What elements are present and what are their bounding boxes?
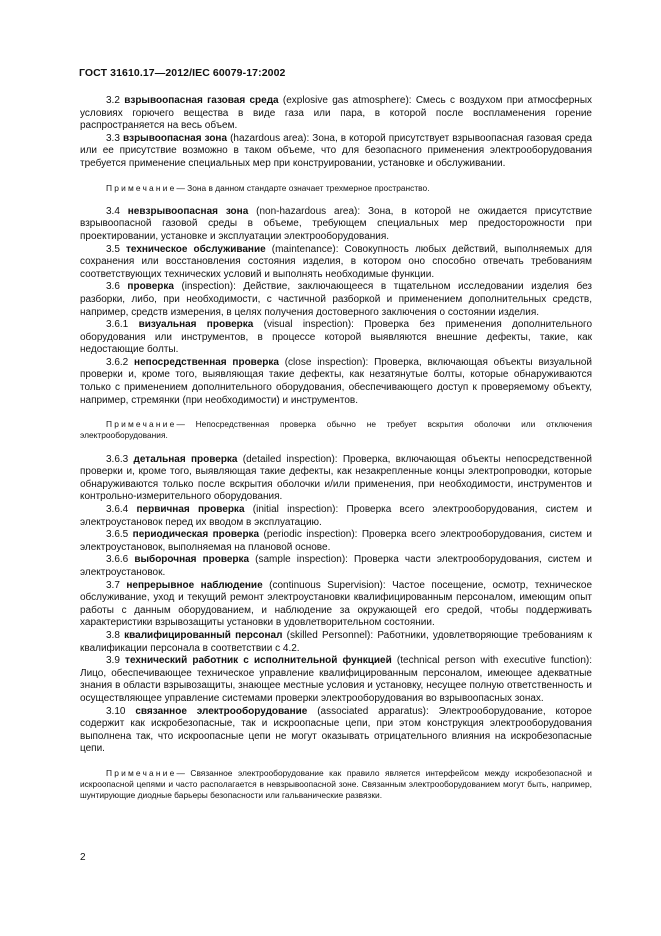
standard-header: ГОСТ 31610.17—2012/IEC 60079-17:2002 [79, 67, 286, 79]
definition-p37 [80, 580, 592, 630]
term-definition: (close inspection): Проверка, включающая объекты визуальной проверки и, кроме того, выявляющая такие дефекты, как незатянутые болты, которые обнаруживаются только с применением дополнительного оборудования, обеспечивающего доступ к проверяемому объекту, например, стремянки (при необходимости) и инструментов. [80, 356, 593, 406]
clause-number: 3.6.5 [106, 529, 129, 541]
definition-p361 [80, 319, 592, 357]
definition-p32 [80, 95, 592, 133]
term-name: техническое обслуживание [126, 243, 266, 255]
term-name: периодическая проверка [132, 529, 260, 541]
clause-number: 3.6.1 [106, 319, 129, 331]
term-name: выборочная проверка [134, 554, 250, 566]
clause-number: 3.6.2 [106, 356, 129, 368]
clause-number: 3.10 [106, 705, 126, 717]
clause-number: 3.6.4 [106, 504, 129, 516]
term-definition: (explosive gas atmosphere): Смесь с воздухом при атмосферных условиях горючего вещества в виде газа или пара, в которой после воспламенения горение распространяется на весь объем. [80, 95, 593, 132]
note-text: — Зона в данном стандарте означает трехмерное пространство. [176, 182, 430, 193]
definition-p33 [80, 133, 592, 171]
page-number: 2 [80, 852, 86, 863]
clause-number: 3.5 [106, 243, 120, 255]
definition-p310 [80, 706, 592, 756]
definition-p39 [80, 655, 592, 705]
term-name: первичная проверка [136, 504, 245, 516]
clause-number: 3.9 [106, 655, 120, 667]
term-name: технический работник с исполнительной функцией [125, 655, 392, 667]
definition-p35 [80, 244, 592, 282]
term-definition: (visual inspection): Проверка без применения дополнительного оборудования или инструментов, в процессе которой выявляются внешние дефекты, такие, как недостающие болты. [80, 319, 593, 356]
note-text: — Связанное электрооборудование как правило является интерфейсом между искробезопасной и искроопасной цепями и часто располагается в невзрывоопасной зоне. Связанным электрооборудованием могут быть, например, шунтирующие диодные барьеры безопасности или гальванические развязки. [80, 767, 592, 801]
note-note2 [80, 419, 592, 441]
note-text: — Непосредственная проверка обычно не требует вскрытия оболочки или отключения электрооборудования. [80, 419, 592, 441]
term-definition: (detailed inspection): Проверка, включающая объекты непосредственной проверки и, кроме того, выявляющая такие дефекты, как незакрепленные концы электропроводки, которые обнаруживаются только после вскрытия оболочки и/или применения, при необходимости, инструментов и контрольно-измерительного оборудования. [80, 453, 592, 503]
term-name: непрерывное наблюдение [126, 579, 263, 591]
note-label: Примечание [106, 182, 177, 193]
term-definition: (inspection): Действие, заключающееся в тщательном исследовании изделия без разборки, либо, при необходимости, с частичной разборкой и применением дополнительных средств, например, средств измерения, в целях получения достоверного заключения о состоянии изделия. [80, 281, 593, 318]
clause-number: 3.2 [106, 95, 120, 106]
term-name: связанное электрооборудование [135, 705, 308, 717]
terms-definitions-body [80, 95, 592, 814]
clause-number: 3.4 [106, 205, 120, 217]
clause-number: 3.3 [106, 132, 120, 144]
note-label: Примечание [106, 419, 177, 430]
term-name: взрывоопасная зона [122, 132, 228, 144]
definition-p363 [80, 454, 592, 504]
definition-p362 [80, 357, 592, 407]
term-definition: (maintenance): Совокупность любых действий, выполняемых для сохранения или восстановления состояния изделия, в котором оно способно отвечать требованиям соответствующих технических условий и выполнять необходимые функции. [80, 243, 592, 280]
definition-p365 [80, 529, 592, 554]
definition-p34 [80, 206, 592, 244]
note-note3 [80, 768, 592, 802]
clause-number: 3.6 [106, 281, 120, 293]
clause-number: 3.8 [106, 629, 120, 641]
definition-p38 [80, 630, 592, 655]
term-name: квалифицированный персонал [124, 629, 283, 641]
term-name: невзрывоопасная зона [127, 205, 249, 217]
term-definition: (technical person with executive function): Лицо, обеспечивающее техническое управление квалифицированным персоналом, имеющее адекватные знания в области взрывозащиты, знающее местные условия и установку, несущее полную ответственность и осуществляющее управление системами проверки электрооборудования во взрывоопасных зонах. [80, 655, 592, 704]
definition-p364 [80, 504, 592, 529]
term-definition: (initial inspection): Проверка всего электрооборудования, систем и электроустановок перед их вводом в эксплуатацию. [80, 504, 593, 528]
clause-number: 3.6.6 [106, 554, 129, 566]
term-definition: (periodic inspection): Проверка всего электрооборудования, систем и электроустановок, выполняемая на плановой основе. [80, 529, 592, 553]
term-name: взрывоопасная газовая среда [124, 95, 279, 106]
term-name: визуальная проверка [138, 319, 254, 331]
term-definition: (non-hazardous area): Зона, в которой не ожидается присутствие взрывоопасной газовой среды в объеме, требующем специальных мер предосторожности при проектировании, установке и эксплуатации электрооборудования. [80, 205, 593, 242]
definition-p36 [80, 281, 592, 319]
term-definition: (skilled Personnel): Работники, удовлетворяющие требованиям к квалификации персонала в соответствии с 4.2. [80, 629, 593, 654]
term-name: проверка [127, 281, 174, 293]
term-definition: (associated apparatus): Электрооборудование, которое содержит как искробезопасные, так и искроопасные цепи, при этом конструкция электрооборудования выполнена так, что искроопасные цепи не могут оказывать отрицательного влияния на искробезопасные цепи. [80, 705, 592, 755]
clause-number: 3.6.3 [106, 453, 129, 465]
term-definition: (continuous Supervision): Частое посещение, осмотр, техническое обслуживание, уход и текущий ремонт электроустановки квалифицированным персоналом, имеющим опыт работы с данным оборудованием, и наблюдение за окружающей его средой, чтобы поддерживать характеристики взрывозащиты установки в удовлетворительном состоянии. [80, 579, 593, 629]
term-name: непосредственная проверка [134, 356, 279, 368]
note-note1 [80, 183, 592, 194]
term-definition: (sample inspection): Проверка части электрооборудования, систем и электроустановок. [80, 554, 592, 579]
definition-p366 [80, 554, 592, 579]
clause-number: 3.7 [106, 579, 120, 591]
term-name: детальная проверка [133, 453, 238, 465]
note-label: Примечание [106, 767, 177, 778]
term-definition: (hazardous area): Зона, в которой присутствует взрывоопасная газовая среда или ее присутствие возможно в таком объеме, что для безопасного применения электрооборудования требуется применение специальных мер при конструировании, установке и обслуживании. [80, 132, 593, 169]
